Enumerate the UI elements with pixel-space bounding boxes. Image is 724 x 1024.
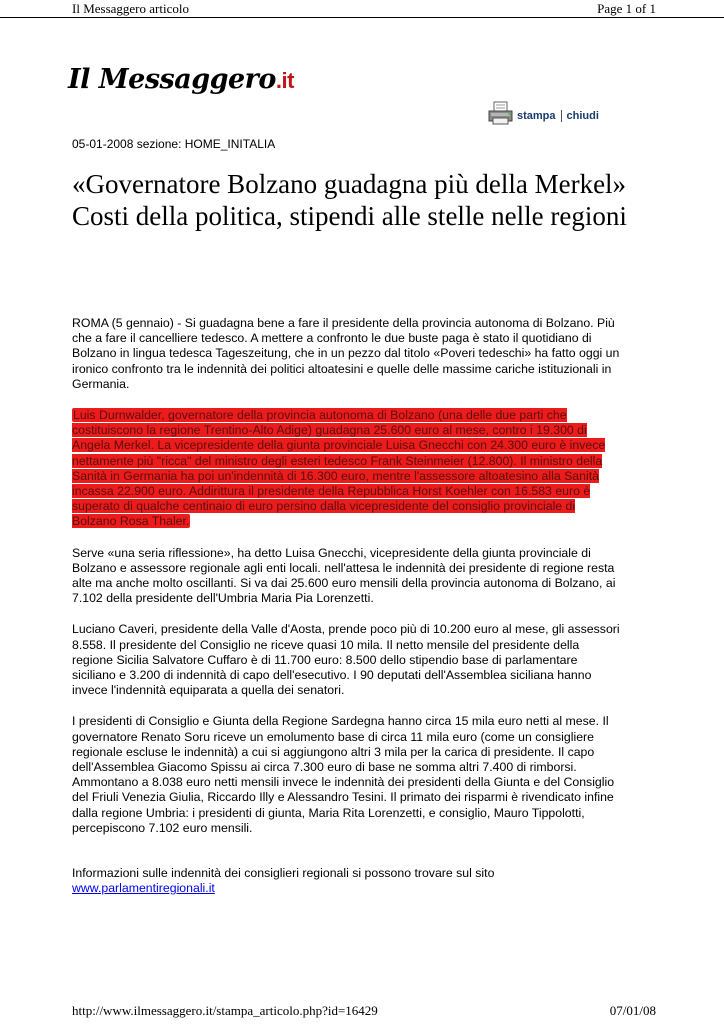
footer-date: 07/01/08 (609, 1003, 656, 1018)
info-text: Informazioni sulle indennità dei consiglieri regionali si possono trovare sul sito (72, 866, 495, 881)
highlighted-text: Luis Durnwalder, governatore della provincia autonoma di Bolzano (una delle due parti che costituiscono la regione Trentino-Alto Adige) guadagna 25.600 euro al mese, contro i 19.300 di Angela Merkel. La vicepresidente della giunta provinciale Luisa Gnecchi con 24.300 euro è invece nettamente più "ricca" del ministro degli esteri tedesco Frank Steinmeier (12.800). Il ministro della Sanità in Germania ha poi un'indennità di 16.300 euro, mentre l'assessore altoatesino alla Sanità incassa 22.900 euro. Addirittura il presidente della Repubblica Horst Koehler con 16.583 euro è superato di qualche centinaio di euro persino dalla vicepresidente del consiglio provinciale di Bolzano Rosa Thaler. (72, 408, 606, 529)
close-link[interactable]: chiudi (566, 110, 599, 122)
article-title-line-2: Costi della politica, stipendi alle stelle nelle regioni (72, 201, 627, 231)
print-link[interactable]: stampa (517, 110, 556, 122)
printer-icon[interactable] (487, 101, 514, 126)
logo-tld: .it (275, 68, 294, 93)
article-body (72, 316, 620, 913)
paragraph-sicilia: Luciano Caveri, presidente della Valle d'Aosta, prende poco più di 10.200 euro al mese, gli assessori 8.558. Il presidente del Consiglio ne riceve quasi 10 mila. Il netto mensile del presidente della regione Sicilia Salvatore Cuffaro è di 11.700 euro: 8.500 dello stipendio base di parlamentare siciliano e 3.200 di indennità di capo dell'esecutivo. I 90 deputati dell'Assemblea siciliana hanno invece l'indennità equiparata a quella dei senatori. (72, 622, 620, 698)
print-header (0, 0, 724, 18)
paragraph-info (72, 866, 620, 896)
paragraph-intro: ROMA (5 gennaio) - Si guadagna bene a fare il presidente della provincia autonoma di Bolzano. Più che a fare il cancelliere tedesco. A mettere a confronto le due buste paga è stato il quotidiano di Bolzano in lingua tedesca Tageszeitung, che in un pezzo dal titolo «Poveri tedeschi» ha fatto oggi un ironico confronto tra le indennità dei politici altoatesini e quelle delle massime cariche istituzionali in Germania. (72, 316, 620, 391)
tools-divider (561, 110, 562, 122)
header-page-count: Page 1 of 1 (597, 1, 656, 16)
paragraph-sardegna: I presidenti di Consiglio e Giunta della Regione Sardegna hanno circa 15 mila euro netti al mese. Il governatore Renato Soru riceve un emolumento base di circa 11 mila euro (come un consigliere regionale escluse le indennità) a cui si aggiungono altri 3 mila per la carica di presidente. Il capo dell'Assemblea Giacomo Spissu ai circa 7.300 euro di base ne somma altri 7.400 di rimborsi. Ammontano a 8.038 euro netti mensili invece le indennità dei presidenti della Giunta e del Consiglio del Friuli Venezia Giulia, Riccardo Illy e Alessandro Tesini. Il primato dei risparmi è rivendicato infine dalla regione Umbria: i presidenti di giunta, Maria Rita Lorenzetti, e consiglio, Mauro Tippolotti, percepiscono 7.102 euro mensili. (72, 714, 615, 835)
article-meta: 05-01-2008 sezione: HOME_INITALIA (72, 137, 276, 151)
paragraph-highlighted (72, 408, 620, 530)
article-title (72, 168, 632, 232)
logo-name: Il Messaggero (68, 64, 276, 95)
footer-url: http://www.ilmessaggero.it/stampa_articolo.php?id=16429 (72, 1003, 378, 1018)
site-logo[interactable] (68, 62, 294, 99)
article-tools (517, 110, 599, 122)
paragraph-gnecchi: Serve «una seria riflessione», ha detto Luisa Gnecchi, vicepresidente della giunta provinciale di Bolzano e assessore regionale agli enti locali. nell'attesa le indennità dei presidente di regione resta alte ma anche molto oscillanti. Si va dai 25.600 euro mensili della provincia autonoma di Bolzano, ai 7.102 della presidente dell'Umbria Maria Pia Lorenzetti. (72, 545, 616, 606)
header-page-title: Il Messaggero articolo (72, 1, 189, 16)
info-link[interactable]: www.parlamentiregionali.it (72, 881, 215, 896)
article-title-line-1: «Governatore Bolzano guadagna più della Merkel» (72, 169, 627, 199)
